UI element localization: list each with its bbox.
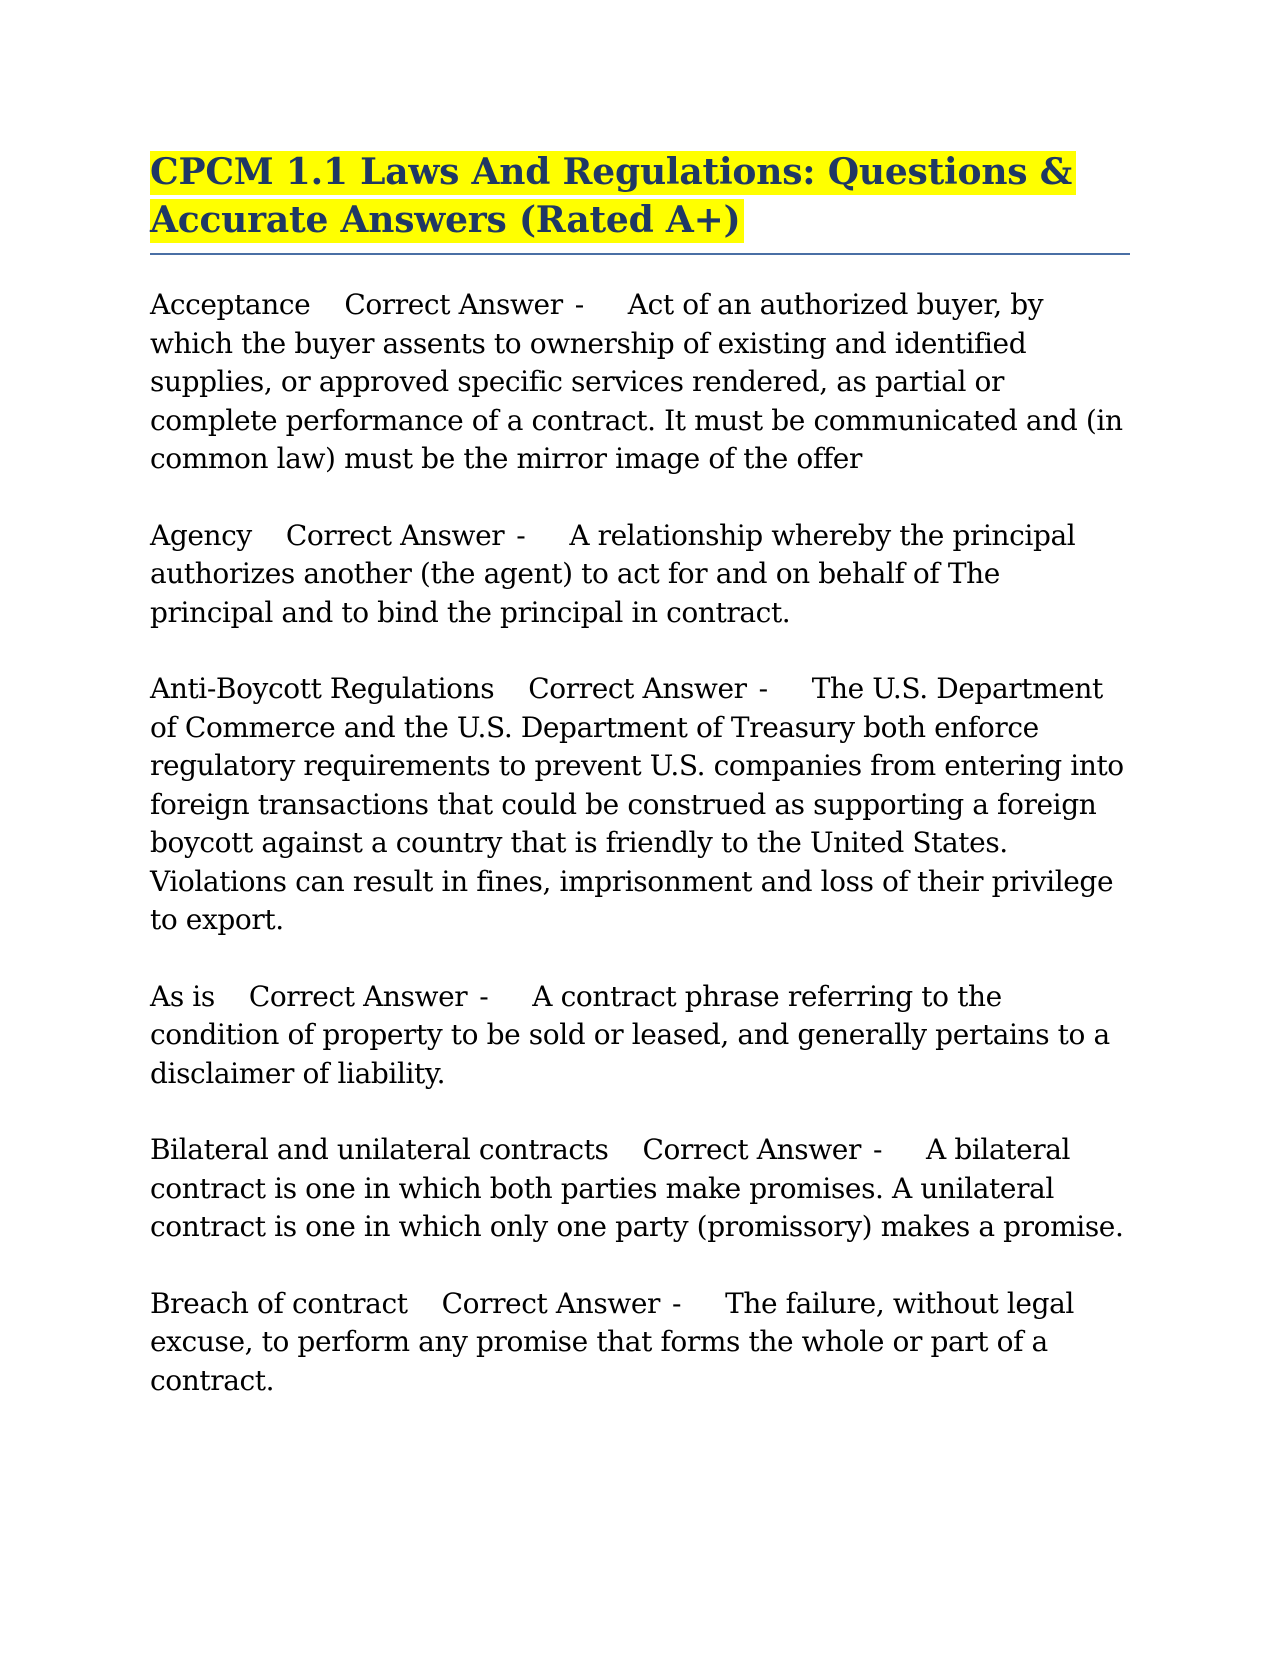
qa-entries (150, 286, 1130, 1438)
entry-definition: Act of an authorized buyer, by which the buyer assents to ownership of existing and identified supplies, or approved specific services rendered, as partial or complete performance of a contract. It must be communicated and (in common law) must be the mirror image of the offer (150, 288, 1123, 475)
answer-separator: - (758, 672, 768, 705)
entry-term: Bilateral and unilateral contracts (150, 1133, 609, 1166)
qa-entry (150, 286, 1130, 479)
answer-separator: - (872, 1133, 882, 1166)
answer-label: Correct Answer (642, 1133, 861, 1166)
qa-entry (150, 1285, 1130, 1401)
answer-label: Correct Answer (248, 979, 468, 1013)
title-highlight: CPCM 1.1 Laws And Regulations: Questions & Accurate Answers (Rated A+) (150, 151, 1076, 243)
answer-separator: - (479, 979, 489, 1013)
title-block (150, 148, 1130, 244)
entry-term: Anti-Boycott Regulations (150, 672, 495, 705)
title-underline-rule (150, 253, 1130, 255)
answer-separator: - (574, 288, 584, 321)
answer-label: Correct Answer (285, 518, 505, 552)
entry-definition: The failure, without legal excuse, to perform any promise that forms the whole or part of a contract. (150, 1286, 1074, 1397)
qa-entry (150, 670, 1130, 940)
answer-separator: - (516, 518, 526, 552)
entry-definition: A contract phrase referring to the condition of property to be sold or leased, and generally pertains to a disclaimer of liability. (150, 979, 1110, 1090)
entry-term: Agency (150, 518, 252, 552)
answer-label: Correct Answer (344, 288, 563, 321)
document-title (150, 148, 1130, 244)
qa-entry (150, 978, 1130, 1094)
answer-label: Correct Answer (441, 1286, 661, 1320)
qa-entry (150, 517, 1130, 633)
entry-term: Breach of contract (150, 1286, 408, 1320)
entry-definition: A relationship whereby the principal authorizes another (the agent) to act for and on behalf of The principal and to bind the principal in contract. (150, 518, 1076, 629)
answer-separator: - (672, 1286, 682, 1320)
entry-definition: The U.S. Department of Commerce and the U.S. Department of Treasury both enforce regulatory requirements to prevent U.S. companies from entering into foreign transactions that could be construed as supporting a foreign boycott against a country that is friendly to the United States. Violations can result in fines, imprisonment and loss of their privilege to export. (150, 672, 1124, 936)
entry-term: Acceptance (150, 288, 311, 321)
entry-term: As is (150, 979, 215, 1013)
entry-definition: A bilateral contract is one in which both parties make promises. A unilateral contract is one in which only one party (promissory) makes a promise. (150, 1133, 1124, 1243)
answer-label: Correct Answer (528, 672, 747, 705)
qa-entry (150, 1131, 1130, 1247)
